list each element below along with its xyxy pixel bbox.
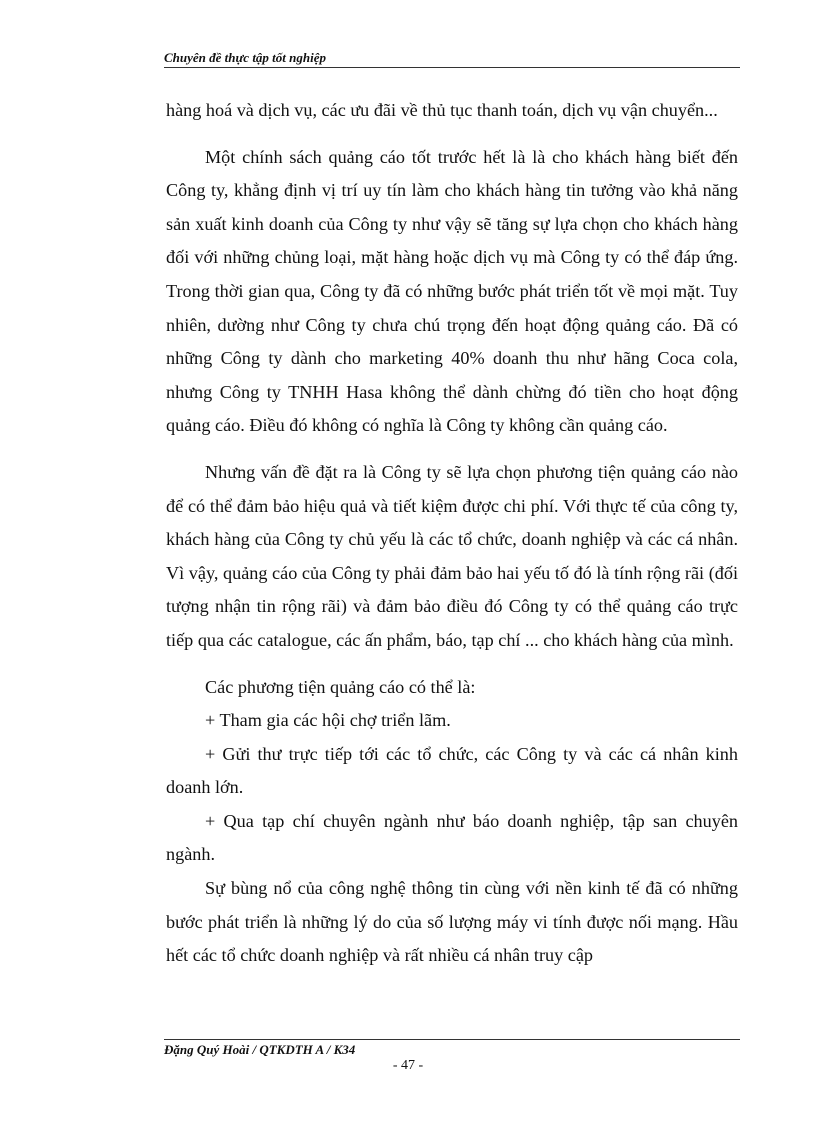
list-item-direct-mail: + Gửi thư trực tiếp tới các tổ chức, các Công ty và các cá nhân kinh doanh lớn. xyxy=(166,743,738,798)
list-item-fairs: + Tham gia các hội chợ triển lãm. xyxy=(205,710,451,731)
paragraph-continuation: hàng hoá và dịch vụ, các ưu đãi về thủ tục thanh toán, dịch vụ vận chuyển... xyxy=(166,100,718,120)
paragraph-it-boom: Sự bùng nổ của công nghệ thông tin cùng với nền kinh tế đã có những bước phát triển là những lý do của số lượng máy vi tính được nối mạng. Hầu hết các tổ chức doanh nghiệp và rất nhiều cá nhân truy cập xyxy=(166,878,738,966)
list-item-magazines: + Qua tạp chí chuyên ngành như báo doanh nghiệp, tập san chuyên ngành. xyxy=(166,810,738,865)
running-header: Chuyên đề thực tập tốt nghiệp xyxy=(164,50,740,68)
footer-divider xyxy=(164,1039,740,1040)
paragraph-media-list-intro: Các phương tiện quảng cáo có thể là: xyxy=(205,676,476,697)
footer-author: Đặng Quý Hoài / QTKDTH A / K34 xyxy=(164,1042,356,1057)
paragraph-media-choice: Nhưng vấn đề đặt ra là Công ty sẽ lựa chọn phương tiện quảng cáo nào để có thể đảm bảo hiệu quả và tiết kiệm được chi phí. Với thực tế của công ty, khách hàng của Công ty chủ yếu là các tổ chức, doanh nghiệp và các cá nhân. Vì vậy, quảng cáo của Công ty phải đảm bảo hai yếu tố đó là tính rộng rãi (đối tượng nhận tin rộng rãi) và đảm bảo điều đó Công ty có thể quảng cáo trực tiếp qua các catalogue, các ấn phẩm, báo, tạp chí ... cho khách hàng của mình. xyxy=(166,461,738,650)
body-text xyxy=(166,94,738,973)
paragraph-advertising-policy: Một chính sách quảng cáo tốt trước hết là là cho khách hàng biết đến Công ty, khẳng định vị trí uy tín làm cho khách hàng tin tưởng vào khả năng sản xuất kinh doanh của Công ty như vậy sẽ tăng sự lựa chọn cho khách hàng đối với những chủng loại, mặt hàng hoặc dịch vụ mà Công ty có thể đáp ứng. Trong thời gian qua, Công ty đã có những bước phát triển tốt về mọi mặt. Tuy nhiên, dường như Công ty chưa chú trọng đến hoạt động quảng cáo. Đã có những Công ty dành cho marketing 40% doanh thu như hãng Coca cola, nhưng Công ty TNHH Hasa không thể dành chừng đó tiền cho hoạt động quảng cáo. Điều đó không có nghĩa là Công ty không cần quảng cáo. xyxy=(166,146,738,436)
page-number: - 47 - xyxy=(392,1058,424,1073)
